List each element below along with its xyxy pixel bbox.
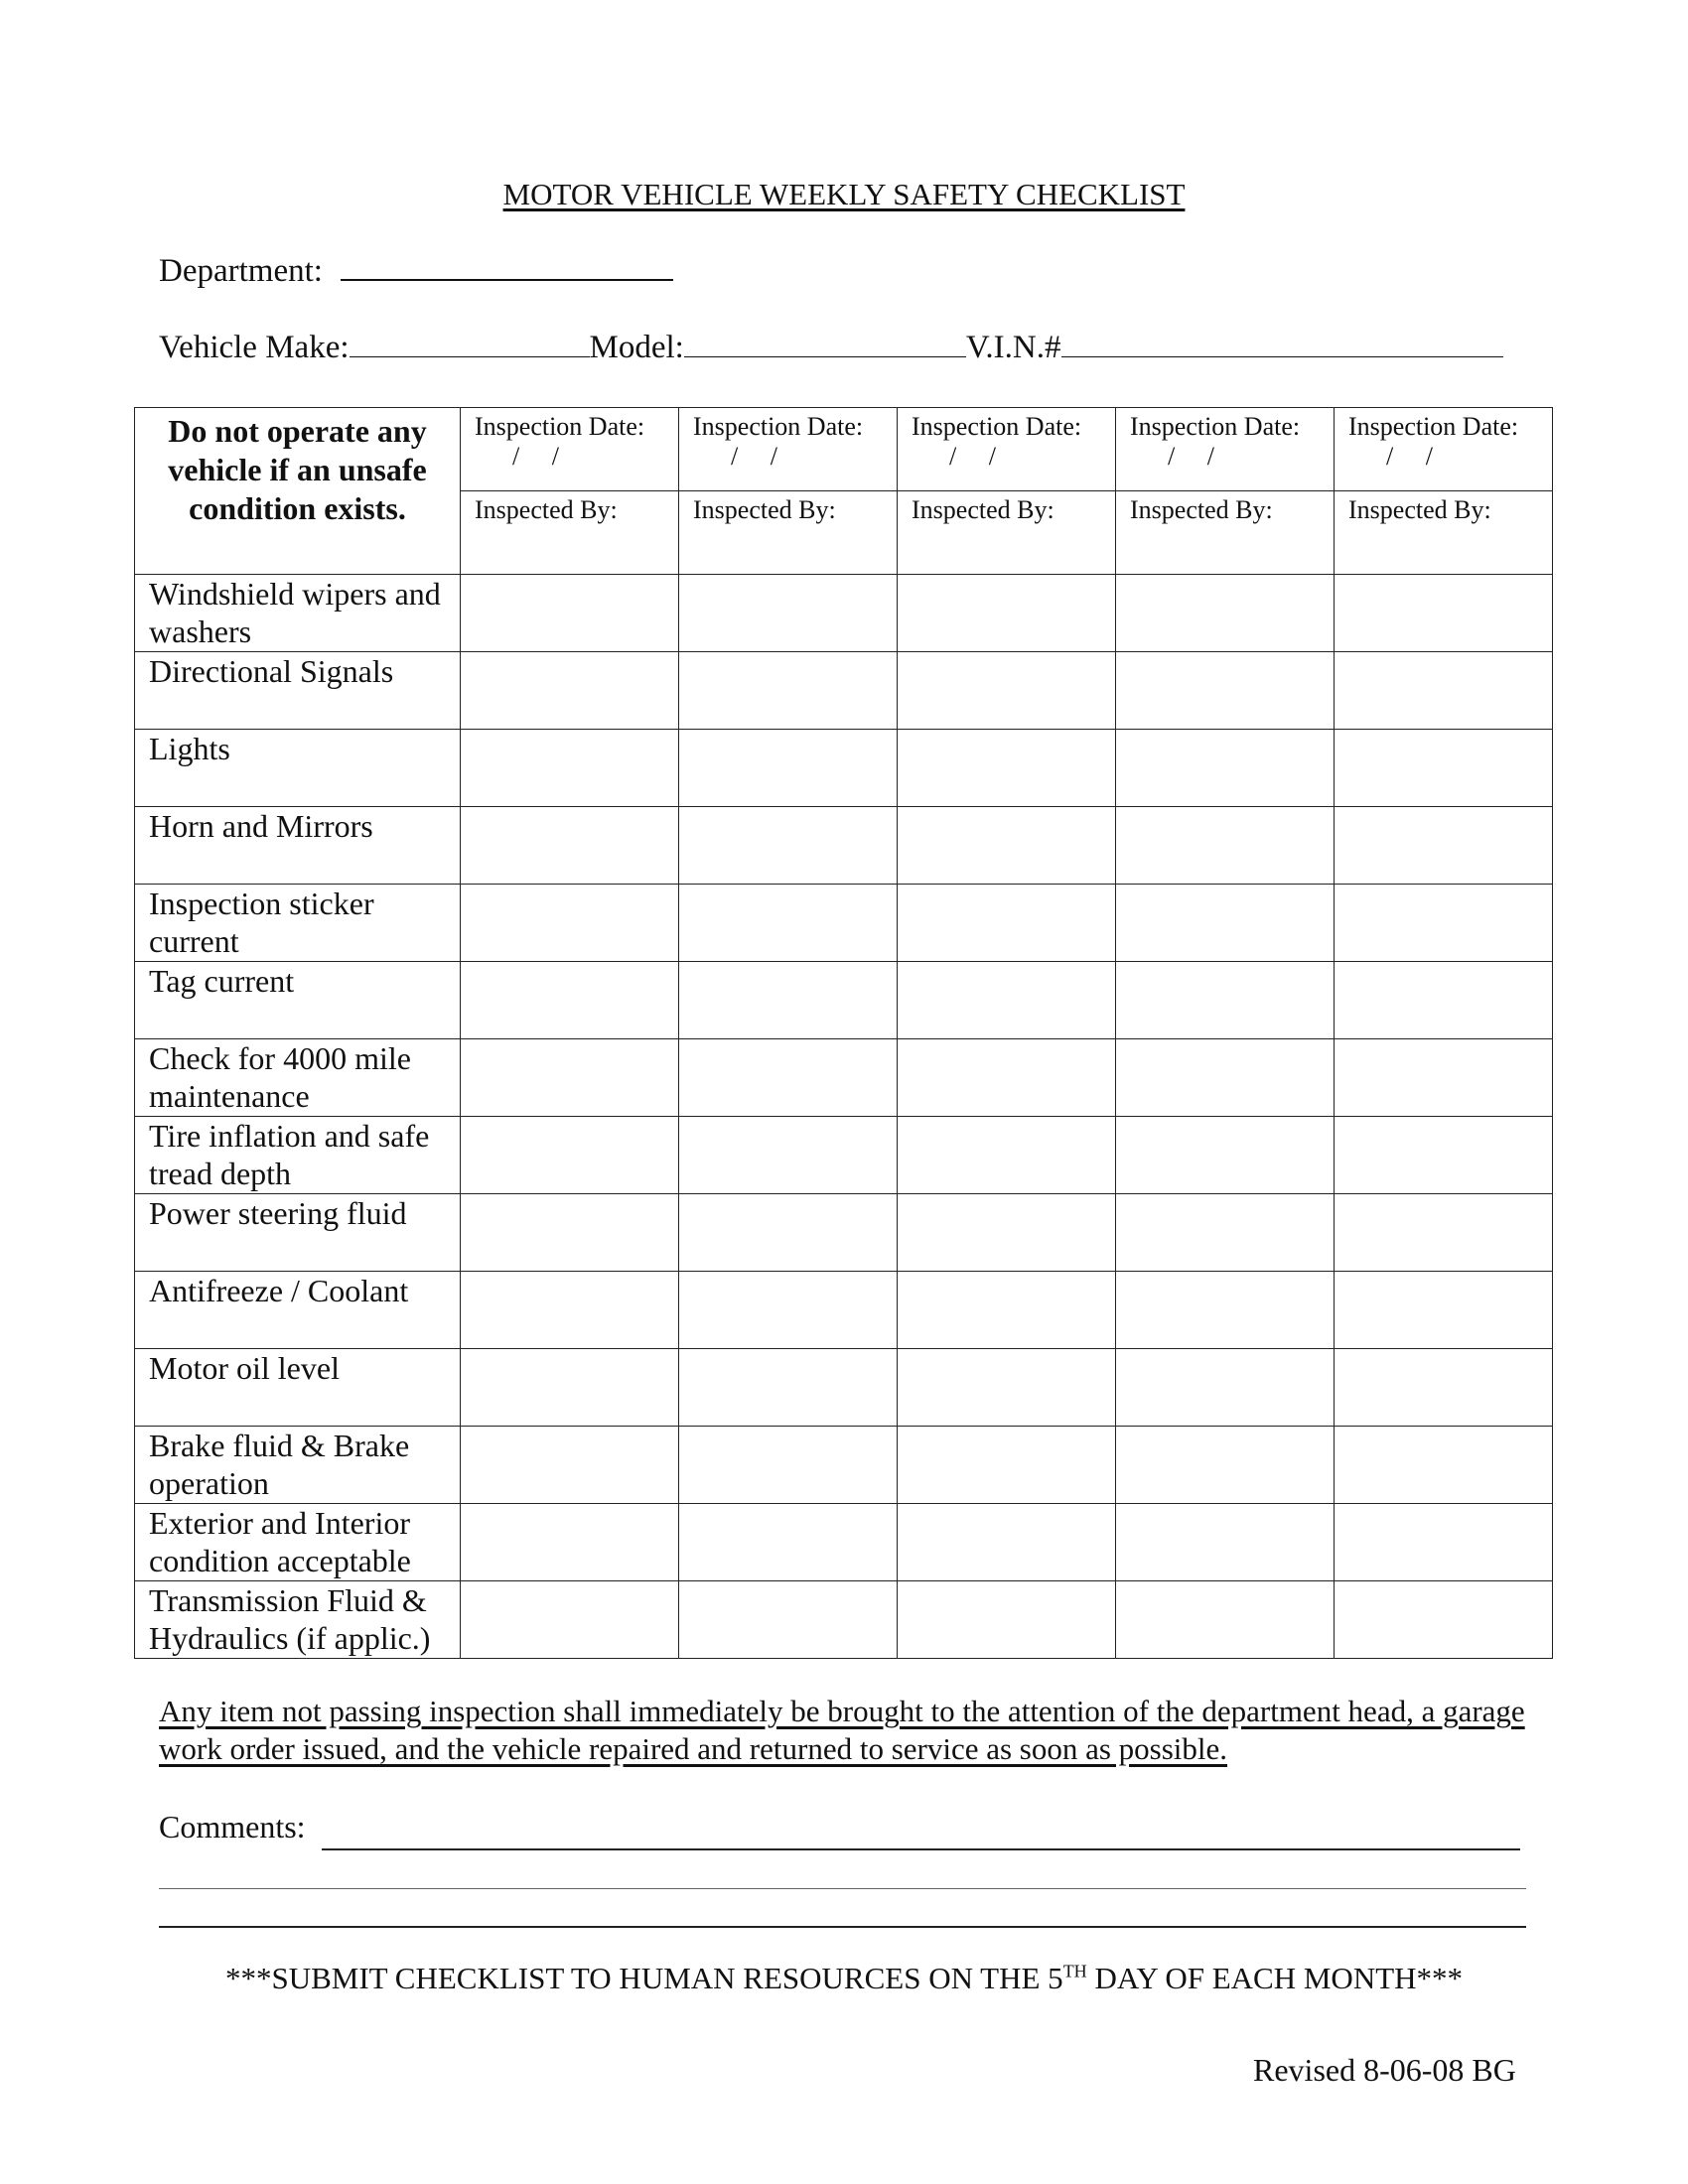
check-cell[interactable] [1335, 575, 1553, 652]
inspection-date-cell[interactable] [1335, 408, 1553, 491]
check-cell[interactable] [1335, 1427, 1553, 1504]
checklist-row [135, 885, 1553, 962]
inspected-by-cell[interactable] [1335, 491, 1553, 575]
inspected-by-label: Inspected By: [475, 495, 618, 524]
checklist-row [135, 807, 1553, 885]
check-cell[interactable] [1116, 807, 1335, 885]
inspection-notice: Any item not passing inspection shall immediately be brought to the attention of the department head, a garage work order issued, and the vehicle repaired and returned to service as soon as possible. [159, 1694, 1525, 1766]
check-cell[interactable] [679, 652, 898, 730]
checklist-item-label: Tire inflation and safe tread depth [135, 1117, 461, 1194]
checklist-item-label: Motor oil level [135, 1349, 461, 1427]
checklist-row [135, 1272, 1553, 1349]
check-cell[interactable] [1116, 652, 1335, 730]
check-cell[interactable] [1116, 1581, 1335, 1659]
check-cell[interactable] [1335, 1194, 1553, 1272]
check-cell[interactable] [1116, 575, 1335, 652]
revision-note: Revised 8-06-08 BG [1253, 2052, 1516, 2088]
check-cell[interactable] [898, 1039, 1116, 1117]
check-cell[interactable] [679, 1194, 898, 1272]
check-cell[interactable] [1335, 1272, 1553, 1349]
inspected-by-cell[interactable] [679, 491, 898, 575]
check-cell[interactable] [461, 1039, 679, 1117]
check-cell[interactable] [1116, 962, 1335, 1039]
inspection-date-label: Inspection Date: [1348, 412, 1519, 441]
date-slashes: / / [512, 442, 559, 471]
check-cell[interactable] [1116, 1272, 1335, 1349]
inspection-date-cell[interactable] [461, 408, 679, 491]
vin-field[interactable] [1061, 331, 1503, 357]
comments-line-3[interactable] [159, 1926, 1526, 1928]
comments-label: Comments: [159, 1809, 306, 1844]
checklist-item-label: Exterior and Interior condition acceptable [135, 1504, 461, 1581]
model-field[interactable] [684, 331, 966, 357]
check-cell[interactable] [898, 1194, 1116, 1272]
checklist-item-label: Transmission Fluid & Hydraulics (if applic.) [135, 1581, 461, 1659]
checklist-item-label: Lights [135, 730, 461, 807]
check-cell[interactable] [898, 575, 1116, 652]
check-cell[interactable] [1116, 1504, 1335, 1581]
submit-ordinal: TH [1062, 1961, 1087, 1981]
check-cell[interactable] [679, 575, 898, 652]
check-cell[interactable] [898, 652, 1116, 730]
check-cell[interactable] [1335, 885, 1553, 962]
inspected-by-cell[interactable] [461, 491, 679, 575]
inspection-date-cell[interactable] [679, 408, 898, 491]
check-cell[interactable] [898, 1504, 1116, 1581]
checklist-item-label: Horn and Mirrors [135, 807, 461, 885]
checklist-row [135, 730, 1553, 807]
check-cell[interactable] [1116, 1349, 1335, 1427]
department-field[interactable] [341, 253, 673, 281]
checklist-row [135, 575, 1553, 652]
check-cell[interactable] [679, 1039, 898, 1117]
vehicle-row [159, 330, 1503, 366]
inspection-date-cell[interactable] [1116, 408, 1335, 491]
check-cell[interactable] [898, 1272, 1116, 1349]
comments-line-1[interactable] [322, 1848, 1520, 1850]
date-slashes: / / [949, 442, 996, 471]
checklist-row [135, 652, 1553, 730]
inspection-date-label: Inspection Date: [475, 412, 645, 441]
check-cell[interactable] [1116, 1194, 1335, 1272]
check-cell[interactable] [461, 807, 679, 885]
checklist-item-label: Antifreeze / Coolant [135, 1272, 461, 1349]
check-cell[interactable] [1335, 1039, 1553, 1117]
submit-instructions [0, 1961, 1688, 1996]
check-cell[interactable] [1116, 1117, 1335, 1194]
check-cell[interactable] [898, 807, 1116, 885]
check-cell[interactable] [898, 885, 1116, 962]
checklist-row [135, 1581, 1553, 1659]
checklist-item-label: Inspection sticker current [135, 885, 461, 962]
check-cell[interactable] [1335, 1504, 1553, 1581]
check-cell[interactable] [461, 1272, 679, 1349]
warning-text: Do not operate any vehicle if an unsafe condition exists. [135, 408, 461, 575]
check-cell[interactable] [679, 730, 898, 807]
make-field[interactable] [350, 331, 590, 357]
checklist-row [135, 1039, 1553, 1117]
check-cell[interactable] [898, 1581, 1116, 1659]
check-cell[interactable] [461, 730, 679, 807]
date-slashes: / / [1168, 442, 1214, 471]
checklist-row [135, 1349, 1553, 1427]
check-cell[interactable] [461, 652, 679, 730]
checklist-item-label: Check for 4000 mile maintenance [135, 1039, 461, 1117]
form-title: MOTOR VEHICLE WEEKLY SAFETY CHECKLIST [502, 177, 1186, 211]
inspection-date-label: Inspection Date: [912, 412, 1082, 441]
checklist-row [135, 1504, 1553, 1581]
check-cell[interactable] [1335, 807, 1553, 885]
checklist-table [134, 407, 1553, 1659]
check-cell[interactable] [461, 962, 679, 1039]
inspection-date-label: Inspection Date: [1130, 412, 1301, 441]
check-cell[interactable] [679, 807, 898, 885]
check-cell[interactable] [1335, 730, 1553, 807]
check-cell[interactable] [1116, 1427, 1335, 1504]
check-cell[interactable] [1116, 730, 1335, 807]
inspected-by-label: Inspected By: [1130, 495, 1273, 524]
check-cell[interactable] [679, 885, 898, 962]
check-cell[interactable] [461, 885, 679, 962]
check-cell[interactable] [679, 1117, 898, 1194]
department-row [159, 253, 673, 290]
inspected-by-label: Inspected By: [912, 495, 1055, 524]
vin-label: V.I.N.# [965, 330, 1061, 365]
checklist-item-label: Directional Signals [135, 652, 461, 730]
check-cell[interactable] [1335, 652, 1553, 730]
submit-text: ***SUBMIT CHECKLIST TO HUMAN RESOURCES ON THE 5 [224, 1961, 1063, 1995]
checklist-row [135, 1194, 1553, 1272]
check-cell[interactable] [1335, 1349, 1553, 1427]
checklist-row [135, 962, 1553, 1039]
inspection-date-label: Inspection Date: [693, 412, 864, 441]
check-cell[interactable] [898, 1117, 1116, 1194]
inspected-by-cell[interactable] [898, 491, 1116, 575]
check-cell[interactable] [1335, 962, 1553, 1039]
check-cell[interactable] [898, 1349, 1116, 1427]
check-cell[interactable] [461, 575, 679, 652]
inspected-by-label: Inspected By: [1348, 495, 1491, 524]
check-cell[interactable] [1335, 1581, 1553, 1659]
date-slashes: / / [731, 442, 777, 471]
checklist-row [135, 1427, 1553, 1504]
check-cell[interactable] [898, 730, 1116, 807]
check-cell[interactable] [461, 1504, 679, 1581]
checklist-row [135, 1117, 1553, 1194]
check-cell[interactable] [679, 1349, 898, 1427]
check-cell[interactable] [461, 1349, 679, 1427]
check-cell[interactable] [461, 1581, 679, 1659]
check-cell[interactable] [1335, 1117, 1553, 1194]
check-cell[interactable] [461, 1427, 679, 1504]
check-cell[interactable] [679, 962, 898, 1039]
check-cell[interactable] [1116, 885, 1335, 962]
checklist-item-label: Brake fluid & Brake operation [135, 1427, 461, 1504]
check-cell[interactable] [679, 1504, 898, 1581]
check-cell[interactable] [461, 1194, 679, 1272]
check-cell[interactable] [898, 962, 1116, 1039]
header-date-row [135, 408, 1553, 491]
comments-line-2[interactable] [159, 1888, 1526, 1889]
check-cell[interactable] [679, 1581, 898, 1659]
inspection-date-cell[interactable] [898, 408, 1116, 491]
check-cell[interactable] [1116, 1039, 1335, 1117]
check-cell[interactable] [461, 1117, 679, 1194]
inspected-by-cell[interactable] [1116, 491, 1335, 575]
checklist-item-label: Windshield wipers and washers [135, 575, 461, 652]
make-label: Vehicle Make: [159, 330, 350, 365]
check-cell[interactable] [679, 1427, 898, 1504]
department-label: Department: [159, 253, 323, 289]
model-label: Model: [589, 330, 684, 365]
inspected-by-label: Inspected By: [693, 495, 836, 524]
submit-text-end: DAY OF EACH MONTH*** [1086, 1961, 1464, 1995]
checklist-item-label: Power steering fluid [135, 1194, 461, 1272]
check-cell[interactable] [679, 1272, 898, 1349]
checklist-item-label: Tag current [135, 962, 461, 1039]
check-cell[interactable] [898, 1427, 1116, 1504]
date-slashes: / / [1386, 442, 1433, 471]
